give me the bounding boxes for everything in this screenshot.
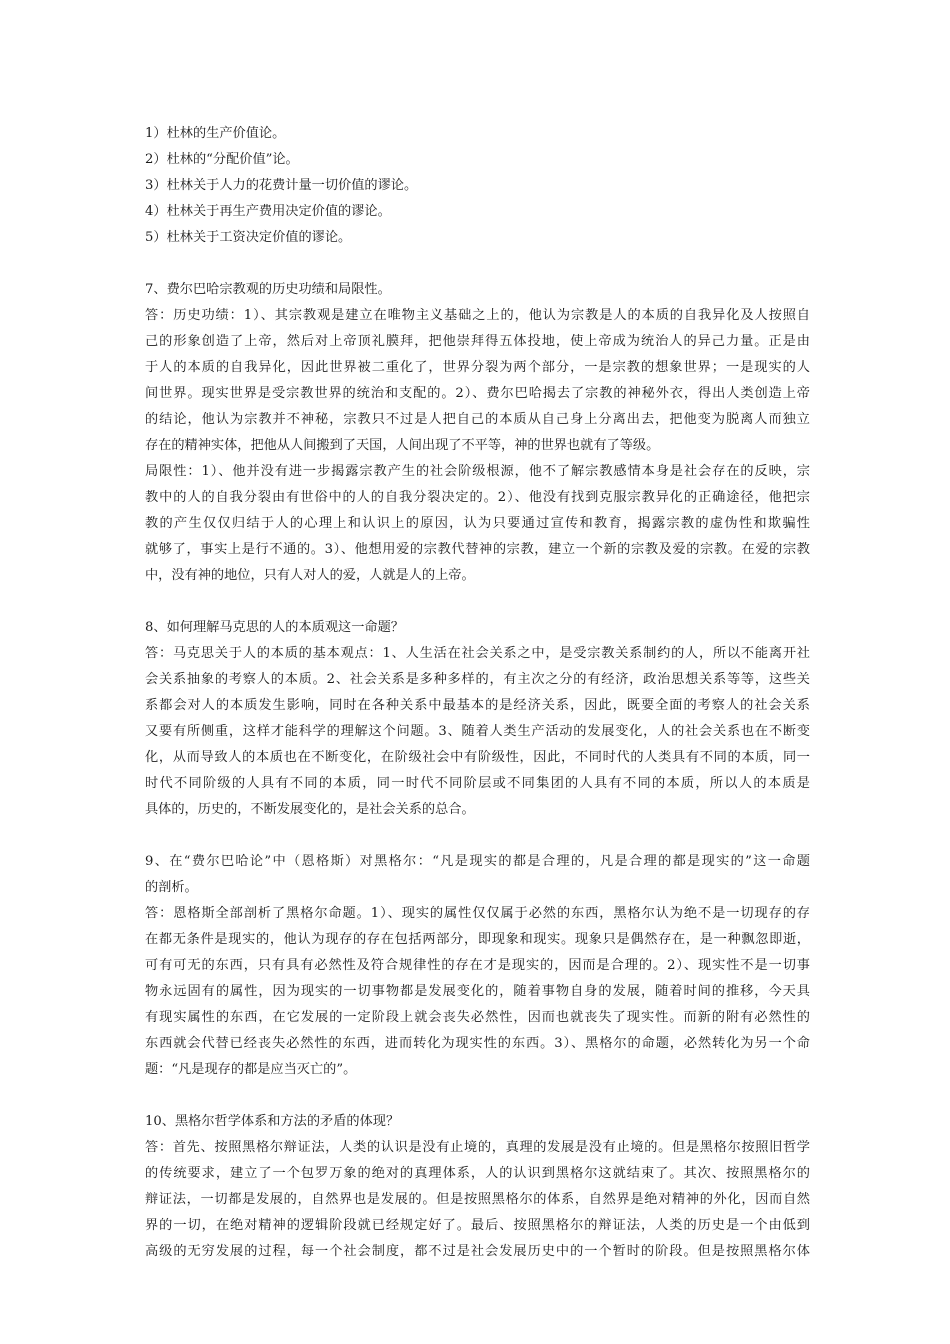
answer-line: 高级的无穷发展的过程，每一个社会制度，都不过是社会发展历史中的一个暂时的阶段。但是按照黑格尔体: [145, 1244, 810, 1259]
answer-line: 教中的人的自我分裂由有世俗中的人的自我分裂决定的。2）、他没有找到克服宗教异化的正确途径，他把宗: [145, 490, 810, 505]
answer-line: 的结论，他认为宗教并不神秘，宗教只不过是人把自己的本质从自己身上分离出去，把他变为脱离人而独立: [145, 412, 810, 427]
answer-line: 有现实属性的东西，在它发展的一定阶段上就会丧失必然性，因而也就丧失了现实性。而新的附有必然性的: [145, 1010, 810, 1025]
document-page: [145, 121, 810, 1265]
answer-line: 东西就会代替已经丧失必然性的东西，进而转化为现实性的东西。3）、黑格尔的命题，必然转化为另一个命: [145, 1036, 810, 1051]
answer-line: 己的形象创造了上帝，然后对上帝顶礼膜拜，把他崇拜得五体投地，使上帝成为统治人的异己力量。正是由: [145, 334, 810, 349]
answer-line: 就够了，事实上是行不通的。3）、他想用爱的宗教代替神的宗教，建立一个新的宗教及爱的宗教。在爱的宗教: [145, 542, 810, 557]
question-title: 9、在“费尔巴哈论”中（恩格斯）对黑格尔：“凡是现实的都是合理的，凡是合理的都是现实的”这一命题: [145, 854, 810, 869]
question-title: 8、如何理解马克思的人的本质观这一命题？: [145, 620, 404, 635]
answer-line: 存在的精神实体，把他从人间搬到了天国，人间出现了不平等，神的世界也就有了等级。: [145, 438, 660, 453]
question-9: [145, 849, 810, 1083]
answer-line: 可有可无的东西，只有具有必然性及符合规律性的存在才是现实的，因而是合理的。2）、现实性不是一切事: [145, 958, 810, 973]
section-gap: [145, 251, 810, 277]
answer-line: 教的产生仅仅归结于人的心理上和认识上的原因，认为只要通过宣传和教育，揭露宗教的虚伪性和欺骗性: [145, 516, 810, 531]
answer-line: 中，没有神的地位，只有人对人的爱，人就是人的上帝。: [145, 568, 475, 583]
answer-line: 会关系抽象的考察人的本质。2、社会关系是多种多样的，有主次之分的有经济，政治思想关系等等，这些关: [145, 672, 810, 687]
question-title: 10、黑格尔哲学体系和方法的矛盾的体现？: [145, 1114, 400, 1129]
question-title-continued: 的剖析。: [145, 880, 198, 895]
section-gap: [145, 1083, 810, 1109]
section-gap: [145, 589, 810, 615]
answer-line: 又要有所侧重，这样才能科学的理解这个问题。3、随着人类生产活动的发展变化，人的社会关系也在不断变: [145, 724, 810, 739]
answer-line: 题：“凡是现存的都是应当灭亡的”。: [145, 1062, 357, 1077]
answer-line: 答：马克思关于人的本质的基本观点：1、人生活在社会关系之中，是受宗教关系制约的人，所以不能离开社: [145, 646, 810, 661]
question-title: 7、费尔巴哈宗教观的历史功绩和局限性。: [145, 282, 391, 297]
list-section: [145, 121, 810, 251]
answer-line: 在都无条件是现实的，他认为现存的存在包括两部分，即现象和现实。现象只是偶然存在，是一种飘忽即逝，: [145, 932, 810, 947]
question-7: [145, 277, 810, 589]
answer-line: 具体的，历史的，不断发展变化的，是社会关系的总合。: [145, 802, 475, 817]
list-item: 3）杜林关于人力的花费计量一切价值的谬论。: [145, 178, 418, 193]
answer-line: 系都会对人的本质发生影响，同时在各种关系中最基本的是经济关系，因此，既要全面的考察人的社会关系: [145, 698, 810, 713]
list-item: 1）杜林的生产价值论。: [145, 126, 286, 141]
question-8: [145, 615, 810, 823]
answer-line: 化，从而导致人的本质也在不断变化，在阶级社会中有阶级性，因此，不同时代的人类具有不同的本质，同一: [145, 750, 810, 765]
answer-line: 辩证法，一切都是发展的，自然界也是发展的。但是按照黑格尔的体系，自然界是绝对精神的外化，因而自然: [145, 1192, 810, 1207]
section-gap: [145, 823, 810, 849]
answer-line: 局限性：1）、他并没有进一步揭露宗教产生的社会阶级根源，他不了解宗教感情本身是社会存在的反映，宗: [145, 464, 810, 479]
answer-line: 答：首先、按照黑格尔辩证法，人类的认识是没有止境的，真理的发展是没有止境的。但是黑格尔按照旧哲学: [145, 1140, 810, 1155]
list-item: 5）杜林关于工资决定价值的谬论。: [145, 230, 352, 245]
answer-line: 的传统要求，建立了一个包罗万象的绝对的真理体系，人的认识到黑格尔这就结束了。其次、按照黑格尔的: [145, 1166, 810, 1181]
answer-line: 答：恩格斯全部剖析了黑格尔命题。1）、现实的属性仅仅属于必然的东西，黑格尔认为绝不是一切现存的存: [145, 906, 810, 921]
answer-line: 时代不同阶级的人具有不同的本质，同一时代不同阶层或不同集团的人具有不同的本质，所以人的本质是: [145, 776, 810, 791]
answer-line: 界的一切，在绝对精神的逻辑阶段就已经规定好了。最后、按照黑格尔的辩证法，人类的历史是一个由低到: [145, 1218, 810, 1233]
answer-line: 间世界。现实世界是受宗教世界的统治和支配的。2）、费尔巴哈揭去了宗教的神秘外衣，得出人类创造上帝: [145, 386, 810, 401]
list-item: 4）杜林关于再生产费用决定价值的谬论。: [145, 204, 391, 219]
answer-line: 物永远固有的属性，因为现实的一切事物都是发展变化的，随着事物自身的发展，随着时间的推移，今天具: [145, 984, 810, 999]
list-item: 2）杜林的“分配价值”论。: [145, 152, 299, 167]
answer-line: 答：历史功绩：1）、其宗教观是建立在唯物主义基础之上的，他认为宗教是人的本质的自我异化及人按照自: [145, 308, 810, 323]
question-10: [145, 1109, 810, 1265]
answer-line: 于人的本质的自我异化，因此世界被二重化了，世界分裂为两个部分，一是宗教的想象世界；一是现实的人: [145, 360, 810, 375]
